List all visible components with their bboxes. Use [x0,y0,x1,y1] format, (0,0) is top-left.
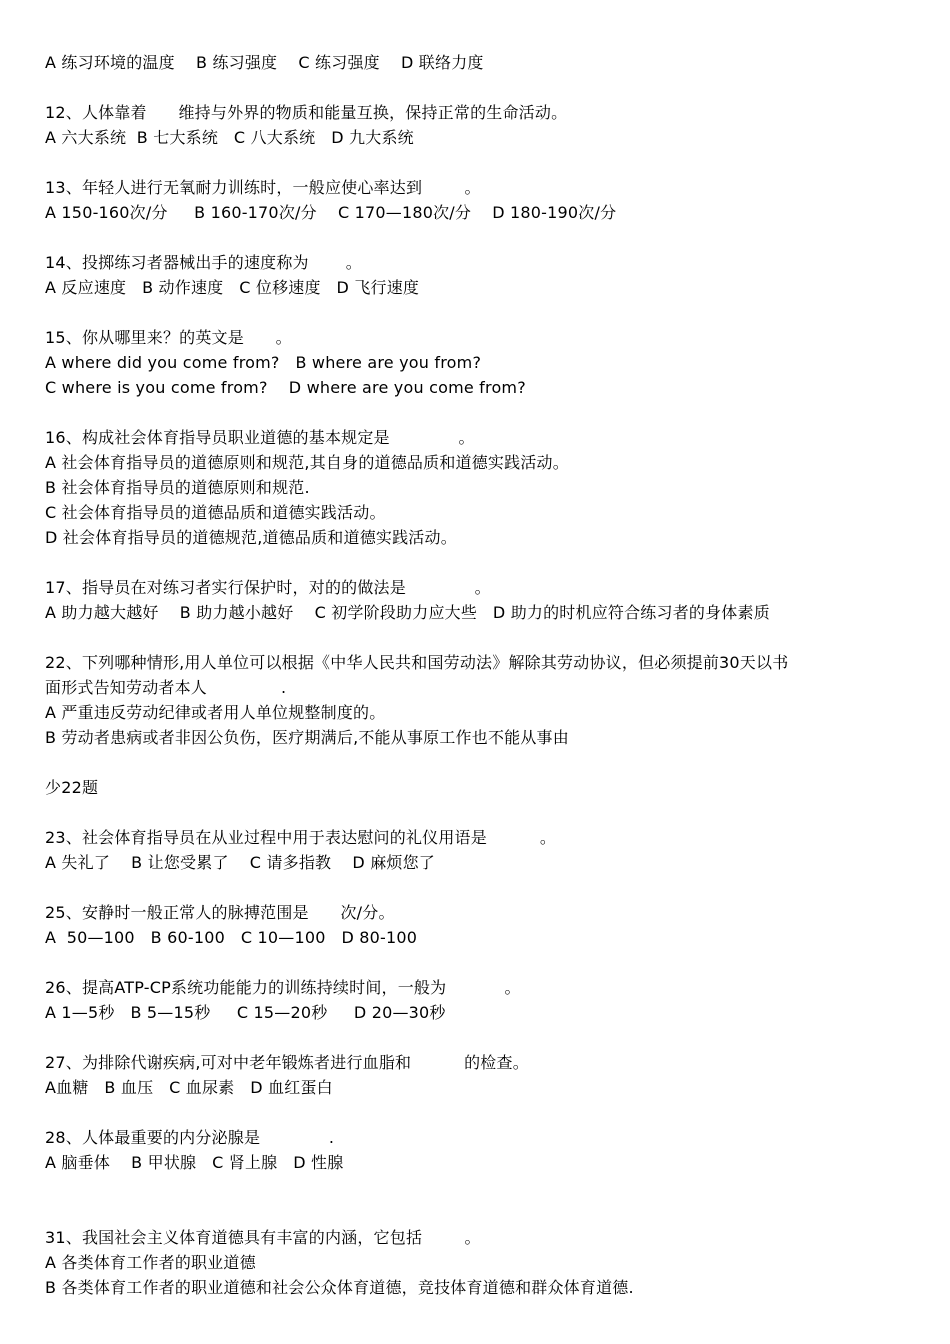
question-15: 15、你从哪里来？的英文是 。 [45,328,292,347]
blank-line [45,950,925,975]
question-12-options: A 六大系统 B 七大系统 C 八大系统 D 九大系统 [45,128,414,147]
question-26: 26、提高ATP-CP系统功能能力的训练持续时间，一般为 。 [45,978,521,997]
blank-line [45,150,925,175]
question-13: 13、年轻人进行无氧耐力训练时，一般应使心率达到 。 [45,178,481,197]
question-22-cont: 面形式告知劳动者本人 . [45,678,287,697]
blank-line [45,625,925,650]
question-26-options: A 1—5秒 B 5—15秒 C 15—20秒 D 20—30秒 [45,1003,446,1022]
question-31: 31、我国社会主义体育道德具有丰富的内涵，它包括 。 [45,1228,481,1247]
blank-line [45,1025,925,1050]
blank-line [45,800,925,825]
text-line: A 练习环境的温度 B 练习强度 C 练习强度 D 联络力度 [45,53,484,72]
blank-lines [45,1175,925,1225]
question-23-options: A 失礼了 B 让您受累了 C 请多指教 D 麻烦您了 [45,853,435,872]
blank-line [45,400,925,425]
blank-line [45,875,925,900]
blank-line [45,1100,925,1125]
blank-line [45,550,925,575]
blank-line [45,225,925,250]
question-25-options: A 50—100 B 60-100 C 10—100 D 80-100 [45,928,418,947]
question-16-option-b: B 社会体育指导员的道德原则和规范. [45,478,310,497]
question-31-option-a: A 各类体育工作者的职业道德 [45,1253,256,1272]
question-13-options: A 150-160次/分 B 160-170次/分 C 170—180次/分 D 180-190次/分 [45,203,617,222]
question-16-option-a: A 社会体育指导员的道德原则和规范,其自身的道德品质和道德实践活动。 [45,453,569,472]
question-14: 14、投掷练习者器械出手的速度称为 。 [45,253,362,272]
question-31-option-b: B 各类体育工作者的职业道德和社会公众体育道德，竞技体育道德和群众体育道德. [45,1278,634,1297]
question-16-option-d: D 社会体育指导员的道德规范,道德品质和道德实践活动。 [45,528,457,547]
question-17-options: A 助力越大越好 B 助力越小越好 C 初学阶段助力应大些 D 助力的时机应符合练习者的身体素质 [45,603,770,622]
question-22: 22、下列哪种情形,用人单位可以根据《中华人民共和国劳动法》解除其劳动协议，但必须提前30天以书 [45,653,789,672]
question-27-options: A血糖 B 血压 C 血尿素 D 血红蛋白 [45,1078,333,1097]
question-22-option-a: A 严重违反劳动纪律或者用人单位规整制度的。 [45,703,386,722]
question-12: 12、人体靠着 维持与外界的物质和能量互换，保持正常的生命活动。 [45,103,568,122]
blank-line [45,750,925,775]
blank-line [45,75,925,100]
question-16: 16、构成社会体育指导员职业道德的基本规定是 。 [45,428,475,447]
question-28: 28、人体最重要的内分泌腺是 . [45,1128,335,1147]
question-25: 25、安静时一般正常人的脉搏范围是 次/分。 [45,903,395,922]
question-28-options: A 脑垂体 B 甲状腺 C 肾上腺 D 性腺 [45,1153,344,1172]
blank-line [45,300,925,325]
question-14-options: A 反应速度 B 动作速度 C 位移速度 D 飞行速度 [45,278,420,297]
question-15-options-2: C where is you come from? D where are you come from? [45,378,526,397]
document-page [45,50,925,1300]
question-27: 27、为排除代谢疾病,可对中老年锻炼者进行血脂和 的检查。 [45,1053,529,1072]
question-23: 23、社会体育指导员在从业过程中用于表达慰问的礼仪用语是 。 [45,828,557,847]
note-missing-question: 少22题 [45,778,99,797]
question-15-options-1: A where did you come from? B where are you from? [45,353,482,372]
question-16-option-c: C 社会体育指导员的道德品质和道德实践活动。 [45,503,386,522]
question-22-option-b: B 劳动者患病或者非因公负伤，医疗期满后,不能从事原工作也不能从事由 [45,728,569,747]
question-17: 17、指导员在对练习者实行保护时，对的的做法是 。 [45,578,491,597]
